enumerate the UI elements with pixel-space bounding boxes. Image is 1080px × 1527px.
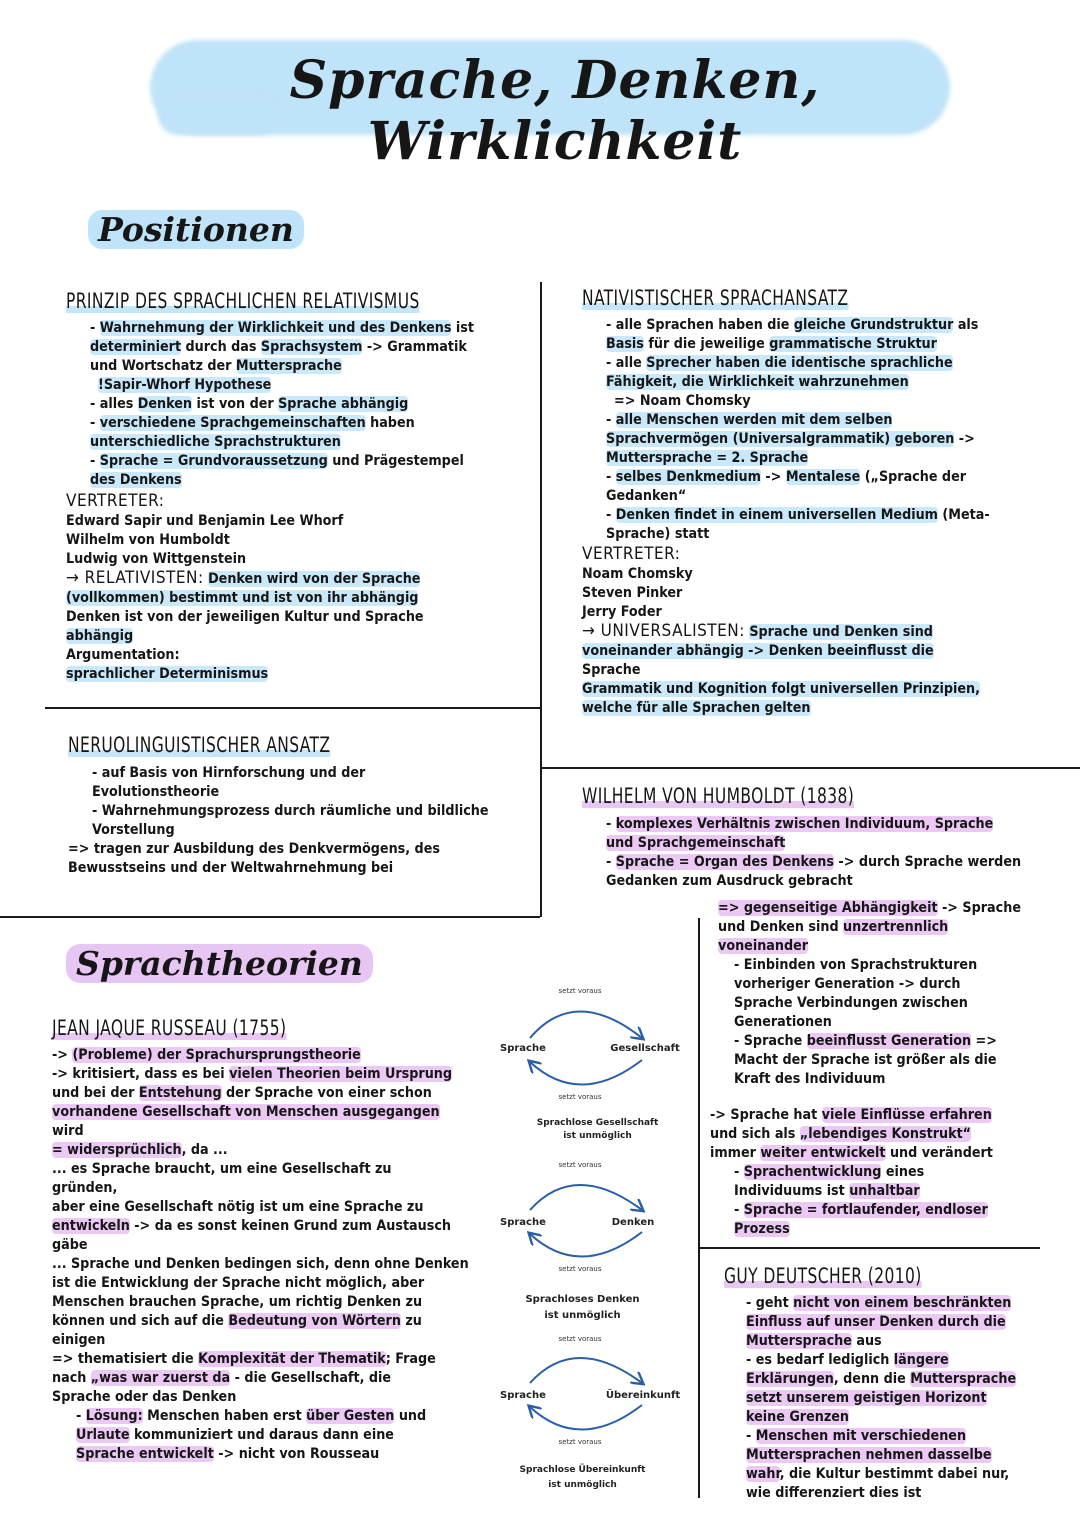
positionen-heading: Positionen [88,210,304,249]
text-line: Argumentation: [66,647,180,663]
cycle-label-bottom: setzt voraus [558,1265,602,1273]
text-line: Sprache) statt [606,526,710,542]
rousseau-title: JEAN JAQUE RUSSEAU (1755) [52,1016,287,1040]
text-line: - Denken findet in einem universellen Medium (Meta- [606,507,990,523]
text-line: voneinander abhängig -> Denken beeinflusst die [582,643,934,659]
cycle-arrow-top [530,1358,642,1383]
relativisten-line: → RELATIVISTEN: Denken wird von der Sprache [66,568,421,588]
cycle-arrow-bottom [530,1405,642,1430]
cycle-node-left: Sprache [500,1043,546,1054]
text-line: entwickeln -> da es sonst keinen Grund zum Austausch [52,1218,451,1234]
cycle-label-bottom: setzt voraus [558,1093,602,1101]
text-line: Urlaute kommuniziert und daraus dann eine [76,1427,394,1443]
humboldt-body [606,815,1071,891]
text-line: vorhandene Gesellschaft von Menschen ausgegangen [52,1104,440,1120]
text-line: Gedanken“ [606,488,687,504]
divider-right-1 [540,767,1080,769]
humboldt-body-3 [710,1106,1070,1239]
cycle-label-bottom: setzt voraus [558,1438,602,1446]
text-line: - alles Denken ist von der Sprache abhängig [90,396,409,412]
cycle-node-left: Sprache [500,1390,546,1401]
text-line: Generationen [734,1014,832,1030]
vertreter-item: Jerry Foder [582,604,662,620]
text-line: sprachlicher Determinismus [66,666,269,682]
rousseau-body [52,1046,497,1464]
text-line: Muttersprachen nehmen dasselbe [746,1447,992,1463]
text-line: und bei der Entstehung der Sprache von einer schon [52,1085,432,1101]
cycle-caption: Sprachloses Denken [525,1294,640,1305]
text-line: keine Grenzen [746,1409,850,1425]
text-line: - Wahrnehmung der Wirklichkeit und des Denkens ist [90,320,474,336]
text-line: - auf Basis von Hirnforschung und der [92,765,366,781]
cycle-caption: ist unmöglich [544,1310,621,1321]
cycle-arrow-top [530,1185,642,1210]
text-line: => tragen zur Ausbildung des Denkvermögens, des [68,841,440,857]
text-line: voneinander [718,938,809,954]
text-line: - alle Sprecher haben die identische sprachliche [606,355,953,371]
vertreter-item: Ludwig von Wittgenstein [66,551,247,567]
text-line: Sprache Verbindungen zwischen [734,995,968,1011]
text-line: und sich als „lebendiges Konstrukt“ [710,1126,972,1142]
divider-right-2 [700,1247,1040,1249]
text-line: Fähigkeit, die Wirklichkeit wahrzunehmen [606,374,909,390]
text-line: - geht nicht von einem beschränkten [746,1295,1012,1311]
text-line: Muttersprache = 2. Sprache [606,450,809,466]
text-line: ... Sprache und Denken bedingen sich, denn ohne Denken [52,1256,469,1272]
humboldt-title: WILHELM VON HUMBOLDT (1838) [582,784,855,808]
neurolinguistisch-title: NERUOLINGUISTISCHER ANSATZ [68,733,331,757]
text-line: - Sprache = Grundvoraussetzung und Prägestempel [90,453,464,469]
cycle-node-right: Denken [611,1217,655,1228]
divider-left-2 [0,916,540,918]
text-line: Gedanken zum Ausdruck gebracht [606,873,853,889]
text-line: Macht der Sprache ist größer als die [734,1052,997,1068]
text-line: einigen [52,1332,106,1348]
text-line: - es bedarf lediglich längere [746,1352,949,1368]
text-line: - alle Sprachen haben die gleiche Grundstruktur als [606,317,979,333]
vertreter-item: Steven Pinker [582,585,683,601]
cycle-caption: Sprachlose Gesellschaft [536,1118,659,1128]
text-line: - Sprache = fortlaufender, endloser [734,1202,988,1218]
cycle-arrow-bottom [530,1060,642,1085]
cycle-arrow-top [530,1012,642,1039]
cycle-node-left: Sprache [500,1217,546,1228]
text-line: (vollkommen) bestimmt und ist von ihr abhängig [66,590,419,606]
divider-vertical-top [540,282,542,917]
vertreter-label: VERTRETER: [66,491,165,511]
text-line: Bewusstseins und der Weltwahrnehmung bei [68,860,394,876]
text-line: Denken ist von der jeweiligen Kultur und Sprache [66,609,424,625]
text-line: wird [52,1123,84,1139]
text-line: !Sapir-Whorf Hypothese [98,377,272,393]
sprachtheorien-heading: Sprachtheorien [66,944,373,983]
cycle-node-right: Übereinkunft [605,1390,681,1401]
text-line: Sprache [582,662,641,678]
text-line: => Noam Chomsky [614,393,751,409]
text-line: des Denkens [90,472,182,488]
humboldt-body-2 [718,899,1068,1089]
cycle-arrow-bottom [530,1232,642,1257]
text-line: - Einbinden von Sprachstrukturen [734,957,978,973]
nativistisch-title: NATIVISTISCHER SPRACHANSATZ [582,286,849,310]
text-line: -> Sprache hat viele Einflüsse erfahren [710,1107,992,1123]
text-line: und Sprachgemeinschaft [606,835,786,851]
text-line: - verschiedene Sprachgemeinschaften haben [90,415,415,431]
text-line: Einfluss auf unser Denken durch die [746,1314,1006,1330]
text-line: wie differenziert dies ist [746,1485,922,1501]
text-line: Basis für die jeweilige grammatische Struktur [606,336,937,352]
text-line: - komplexes Verhältnis zwischen Individuum, Sprache [606,816,994,832]
page-title: Sprache, Denken, Wirklichkeit [289,50,821,172]
text-line: - Sprachentwicklung eines [734,1164,925,1180]
text-line: vorheriger Generation -> durch [734,976,961,992]
vertreter-item: Wilhelm von Humboldt [66,532,230,548]
text-line: Vorstellung [92,822,175,838]
text-line: aber eine Gesellschaft nötig ist um eine Sprache zu [52,1199,424,1215]
text-line: nach „was war zuerst da - die Gesellschaft, die [52,1370,392,1386]
text-line: - Sprache beeinflusst Generation => [734,1033,997,1049]
text-line: Sprachvermögen (Universalgrammatik) geboren -> [606,431,975,447]
text-line: Kraft des Individuum [734,1071,886,1087]
cycle-label-top: setzt voraus [558,1161,602,1169]
text-line: Sprache entwickelt -> nicht von Rousseau [76,1446,380,1462]
cycle-node-right: Gesellschaft [610,1043,680,1054]
text-line: - selbes Denkmedium -> Mentalese („Sprache der [606,469,967,485]
text-line: determiniert durch das Sprachsystem -> Grammatik [90,339,467,355]
text-line: Sprache oder das Denken [52,1389,237,1405]
text-line: - Lösung: Menschen haben erst über Gesten und [76,1408,427,1424]
cycle-caption: ist unmöglich [563,1131,632,1141]
text-line: - Menschen mit verschiedenen [746,1428,967,1444]
text-line: Muttersprache aus [746,1333,882,1349]
text-line: -> (Probleme) der Sprachursprungstheorie [52,1047,361,1063]
text-line: immer weiter entwickelt und verändert [710,1145,993,1161]
deutscher-body [746,1294,1066,1503]
text-line: können und sich auf die Bedeutung von Wörtern zu [52,1313,422,1329]
divider-right-vertical [698,918,700,1498]
nativistisch-body [582,316,1062,544]
relativismus-title: PRINZIP DES SPRACHLICHEN RELATIVISMUS [66,289,420,313]
text-line: unterschiedliche Sprachstrukturen [90,434,341,450]
text-line: und Wortschatz der Muttersprache [90,358,342,374]
nativistisch-vertreter [582,543,1062,718]
cycle-label-top: setzt voraus [558,987,602,995]
text-line: Individuums ist unhaltbar [734,1183,920,1199]
text-line: Erklärungen, denn die Muttersprache [746,1371,1017,1387]
divider-left-1 [45,707,540,709]
text-line: ist die Entwicklung der Sprache nicht möglich, aber [52,1275,425,1291]
text-line: Grammatik und Kognition folgt universellen Prinzipien, [582,681,980,697]
cycle-diagrams [500,980,695,1500]
text-line: - alle Menschen werden mit dem selben [606,412,893,428]
vertreter-item: Noam Chomsky [582,566,693,582]
relativismus-body [66,319,536,490]
text-line: abhängig [66,628,134,644]
vertreter-item: Edward Sapir und Benjamin Lee Whorf [66,513,344,529]
cycle-caption: Sprachlose Übereinkunft [519,1465,646,1475]
text-line: - Wahrnehmungsprozess durch räumliche und bildliche [92,803,489,819]
cycle-caption: ist unmöglich [548,1480,617,1490]
text-line: Menschen brauchen Sprache, um richtig Denken zu [52,1294,423,1310]
text-line: - Sprache = Organ des Denkens -> durch Sprache werden [606,854,1022,870]
text-line: -> kritisiert, dass es bei vielen Theorien beim Ursprung [52,1066,453,1082]
text-line: welche für alle Sprachen gelten [582,700,811,716]
text-line: = widersprüchlich, da ... [52,1142,228,1158]
relativismus-vertreter [66,490,536,684]
text-line: Prozess [734,1221,790,1237]
neurolinguistisch-body [68,764,538,878]
deutscher-title: GUY DEUTSCHER (2010) [724,1264,922,1288]
text-line: wahr, die Kultur bestimmt dabei nur, [746,1466,1010,1482]
universalisten-line: → UNIVERSALISTEN: Sprache und Denken sind [582,621,933,641]
vertreter-label: VERTRETER: [582,544,681,564]
text-line: und Denken sind unzertrennlich [718,919,949,935]
text-line: Evolutionstheorie [92,784,220,800]
text-line: => gegenseitige Abhängigkeit -> Sprache [718,900,1021,916]
text-line: gäbe [52,1237,88,1253]
text-line: gründen, [52,1180,118,1196]
text-line: setzt unserem geistigen Horizont [746,1390,987,1406]
text-line: => thematisiert die Komplexität der Thematik; Frage [52,1351,436,1367]
cycle-label-top: setzt voraus [558,1335,602,1343]
text-line: ... es Sprache braucht, um eine Gesellschaft zu [52,1161,392,1177]
